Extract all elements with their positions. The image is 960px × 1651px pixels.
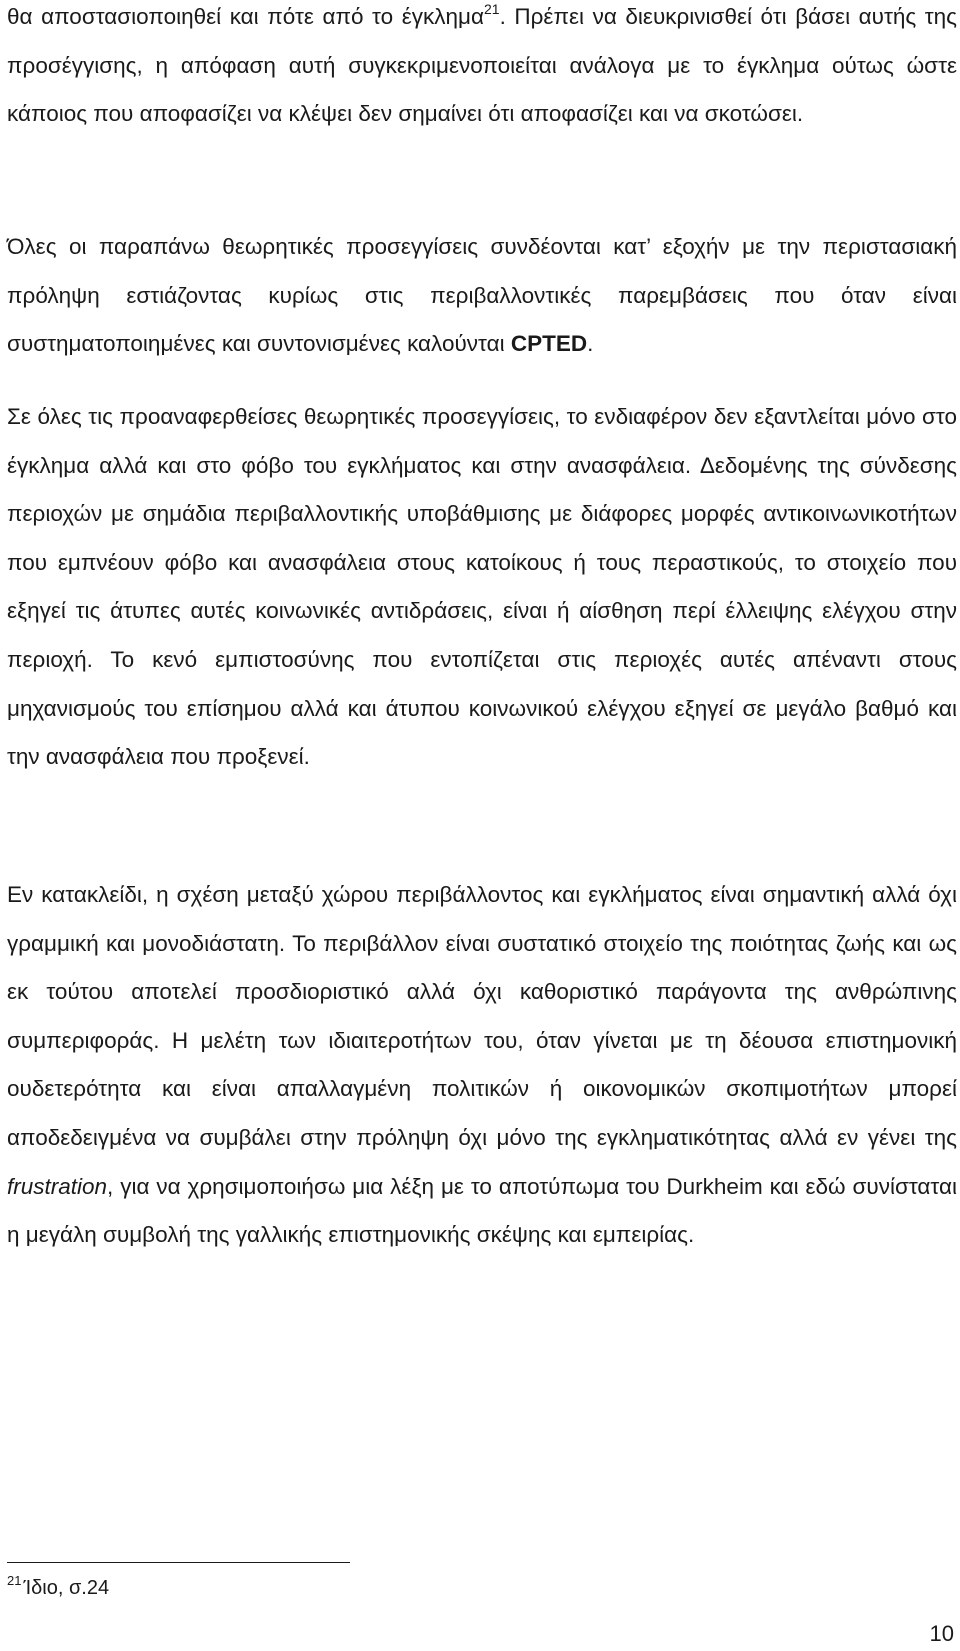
paragraph-1 [7, 0, 957, 139]
cpted-term: CPTED [510, 331, 588, 357]
footnote-number: 21 [7, 1573, 22, 1588]
paragraph-4-text-after: , για να χρησιμοποιήσω μια λέξη με το αποτύπωμα του Durkheim και εδώ συνίσταται η μεγάλη συμβολή της γαλλικής επιστημονικής σκέψης και εμπειρίας. [7, 1173, 957, 1248]
paragraph-1-text-before: θα αποστασιοποιηθεί και πότε από το έγκλημα [7, 4, 484, 29]
footnote [7, 1574, 109, 1602]
paragraph-4-text-before: Εν κατακλείδι, η σχέση μεταξύ χώρου περιβάλλοντος και εγκλήματος είναι σημαντική αλλά όχι γραμμική και μονοδιάστατη. Το περιβάλλον είναι συστατικό στοιχείο της ποιότητας ζωής και ως εκ τούτου αποτελεί προσδιοριστικό αλλά όχι καθοριστικό παράγοντα της ανθρώπινης συμπεριφοράς. Η μελέτη των ιδιαιτεροτήτων του, όταν γίνεται με τη δέουσα επιστημονική ουδετερότητα και είναι απαλλαγμένη πολιτικών ή οικονομικών σκοπιμοτήτων μπορεί αποδεδειγμένα να συμβάλει στην πρόληψη όχι μόνο της εγκληματικότητας αλλά εν γένει της [7, 882, 957, 1150]
frustration-term: frustration [7, 1173, 108, 1199]
page-number: 10 [929, 1621, 954, 1646]
paragraph-3-text: Σε όλες τις προαναφερθείσες θεωρητικές προσεγγίσεις, το ενδιαφέρον δεν εξαντλείται μόνο στο έγκλημα αλλά και στο φόβο του εγκλήματος και στην ανασφάλεια. Δεδομένης της σύνδεσης περιοχών με σημάδια περιβαλλοντικής υποβάθμισης με διάφορες μορφές αντικοινωνικοτήτων που εμπνέουν φόβο και ανασφάλεια στους κατοίκους ή τους περαστικούς, το στοιχείο που εξηγεί τις άτυπες αυτές κοινωνικές αντιδράσεις, είναι ή αίσθηση περί έλλειψης ελέγχου στην περιοχή. Το κενό εμπιστοσύνης που εντοπίζεται στις περιοχές αυτές απέναντι στους μηχανισμούς του επίσημου αλλά και άτυπου κοινωνικού ελέγχου εξηγεί σε μεγάλο βαθμό και την ανασφάλεια που προξενεί. [7, 404, 957, 770]
paragraph-2-text: Όλες οι παραπάνω θεωρητικές προσεγγίσεις συνδέονται κατ’ εξοχήν με την περιστασιακή πρόληψη εστιάζοντας κυρίως στις περιβαλλοντικές παρεμβάσεις που όταν είναι συστηματοποιημένες και συντονισμένες καλούνται [7, 234, 957, 357]
paragraph-2-text-end: . [587, 331, 594, 357]
footnote-reference[interactable]: 21 [483, 1, 500, 17]
footnote-separator [7, 1562, 350, 1563]
paragraph-4 [7, 871, 957, 1260]
paragraph-3 [7, 393, 957, 782]
footnote-text: Ίδιο, σ.24 [23, 1577, 110, 1599]
paragraph-1-text-after: . Πρέπει να διευκρινισθεί ότι βάσει αυτής της προσέγγισης, η απόφαση αυτή συγκεκριμενοποιείται ανάλογα με το έγκλημα ούτως ώστε κάποιος που αποφασίζει να κλέψει δεν σημαίνει ότι αποφασίζει και να σκοτώσει. [7, 4, 957, 127]
paragraph-2 [7, 223, 957, 369]
